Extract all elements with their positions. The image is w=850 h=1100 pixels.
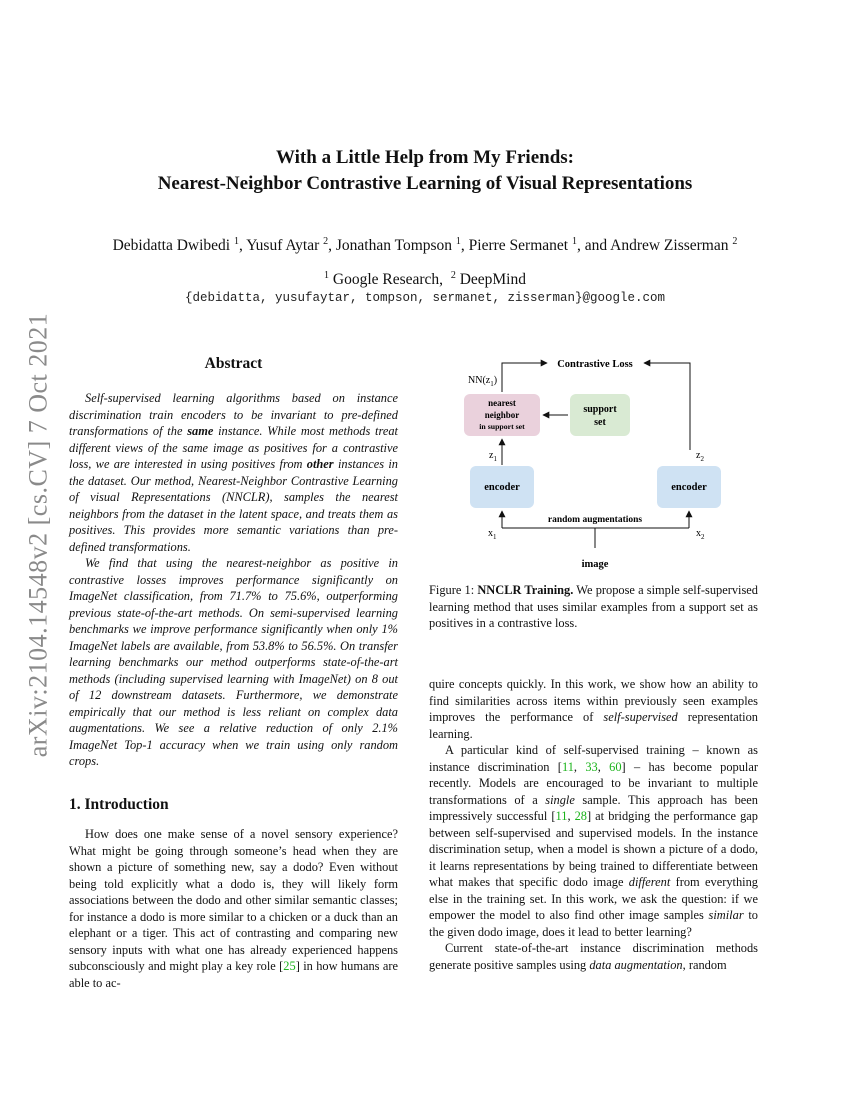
svg-text:set: set [594, 417, 606, 428]
abstract-body [69, 390, 398, 770]
figure-1-diagram [440, 350, 758, 578]
citation-link[interactable]: 33 [585, 759, 598, 774]
image-label: image [581, 559, 609, 570]
svg-text:in support set: in support set [479, 422, 525, 431]
abstract-heading: Abstract [204, 355, 263, 372]
x2-label: $x_2$ [696, 528, 705, 541]
svg-text:nearest: nearest [488, 398, 516, 408]
right-column-body [429, 676, 758, 973]
nn-z1-label: $NN(z_1)$ [468, 375, 498, 388]
figure-1-caption: Figure 1: NNCLR Training. We propose a simple self-supervised learning method that uses similar examples from a support set as positives in a contrastive loss. [429, 583, 758, 630]
arrow-z2-to-loss [644, 363, 690, 450]
abstract-paragraph-2: We find that using the nearest-neighbor as positive in contrastive losses improves performance significantly on ImageNet classification, from 71.7% to 75.6%, outperforming previous state-of-the-art methods. On semi-supervised learning benchmarks we improve performance significantly when only 1% ImageNet labels are available, from 53.8% to 56.5%. On transfer learning benchmarks our method outperforms state-of-the-art methods (including supervised learning with ImageNet) on 8 out of 12 downstream datasets. Furthermore, we demonstrate empirically that our method is less reliant on complex data augmentations. We see a relative reduction of only 2.1% ImageNet Top-1 accuracy when we train using only random crops. [69, 556, 398, 768]
author-name: Yusuf Aytar [246, 237, 324, 255]
citation-link[interactable]: 60 [609, 759, 622, 774]
svg-text:encoder: encoder [671, 482, 707, 493]
introduction-heading: 1. Introduction [69, 796, 169, 813]
random-augmentations-label: random augmentations [547, 515, 643, 525]
support-set-box [570, 394, 630, 436]
author-emails: {debidatta, yusufaytar, tompson, sermanet, zisserman}@google.com [184, 291, 666, 305]
citation-link[interactable]: 28 [574, 809, 587, 823]
title-line-1: With a Little Help from My Friends: [276, 147, 574, 168]
arxiv-stamp: arXiv:2104.14548v2 [cs.CV] 7 Oct 2021 [23, 312, 52, 758]
right-paragraph-3: Current state-of-the-art instance discrimination methods generate positive samples using data augmentation, random [429, 941, 758, 972]
contrastive-loss-label: Contrastive Loss [557, 359, 633, 370]
title-line-2: Nearest-Neighbor Contrastive Learning of Visual Representations [157, 173, 693, 194]
right-paragraph-1: quire concepts quickly. In this work, we show how an ability to find similarities across items within previously seen examples improves the performance of self-supervised representation learning. [429, 677, 758, 741]
x1-label: $x_1$ [488, 528, 497, 541]
citation-link[interactable]: 25 [283, 959, 296, 973]
svg-text:encoder: encoder [484, 482, 520, 493]
citation-link[interactable]: 11 [555, 809, 568, 823]
z1-label: $z_1$ [489, 450, 497, 463]
arrow-nn-to-loss [502, 363, 547, 392]
right-paragraph-2: A particular kind of self-supervised training – known as instance discrimination [11, 33, 60] – has become popular recently. Models are encouraged to be invariant to multiple transformations of a single sample. This approach has been impressively successful [11, 28] at bridging the performance gap between self-supervised and supervised models. In the instance discrimination setup, when a model is shown a picture of a dodo, it learns representations by being trained to differentiate between what makes that specific dodo image different from everything else in the training set. In this work, we ask the question: if we empower the model to also find other image samples similar to the given dodo image, does it lead to better learning? [429, 743, 759, 939]
author-name: Debidatta Dwibedi [112, 237, 234, 255]
abstract-paragraph-1: Self-supervised learning algorithms based on instance discrimination train encoders to be invariant to pre-defined transformations of the same instance. While most methods treat different views of the same image as positives for a contrastive loss, we are interested in using positives from other instances in the dataset. Our method, Nearest-Neighbor Contrastive Learning of visual Representations (NNCLR), samples the nearest neighbors from the dataset in the latent space, and treats them as positives. This provides more semantic variations than pre-defined transformations. [69, 391, 398, 554]
svg-text:neighbor: neighbor [484, 410, 520, 420]
z2-label: $z_2$ [696, 450, 704, 463]
author-name: Jonathan Tompson [335, 237, 456, 255]
author-name: Pierre Sermanet [468, 237, 572, 255]
author-name: Andrew Zisserman [610, 237, 733, 255]
introduction-body [69, 826, 398, 991]
author-list: Debidatta Dwibedi $^1$, Yusuf Aytar $^2$, Jonathan Tompson $^1$, Pierre Sermanet $^1$, and Andrew Zisserman $^2$ [112, 236, 738, 255]
paper-title [75, 145, 775, 197]
citation-link[interactable]: 11 [561, 759, 574, 774]
intro-paragraph-1: How does one make sense of a novel sensory experience? What might be going through someone’s head when they are shown a picture of something new, say a dodo? Even without being told explicitly what a dodo is, they will likely form associations between the dodo and other similar semantic classes; for instance a dodo is more similar to a chicken or a duck than an elephant or a tiger. This act of contrasting and comparing new sensory inputs with what one has already experienced happens subconsciously and might play a key role [25] in how humans are able to ac- [69, 827, 398, 990]
affiliations: $^1$ Google Research, $^2$ DeepMind [324, 270, 526, 289]
svg-text:support: support [583, 404, 617, 415]
